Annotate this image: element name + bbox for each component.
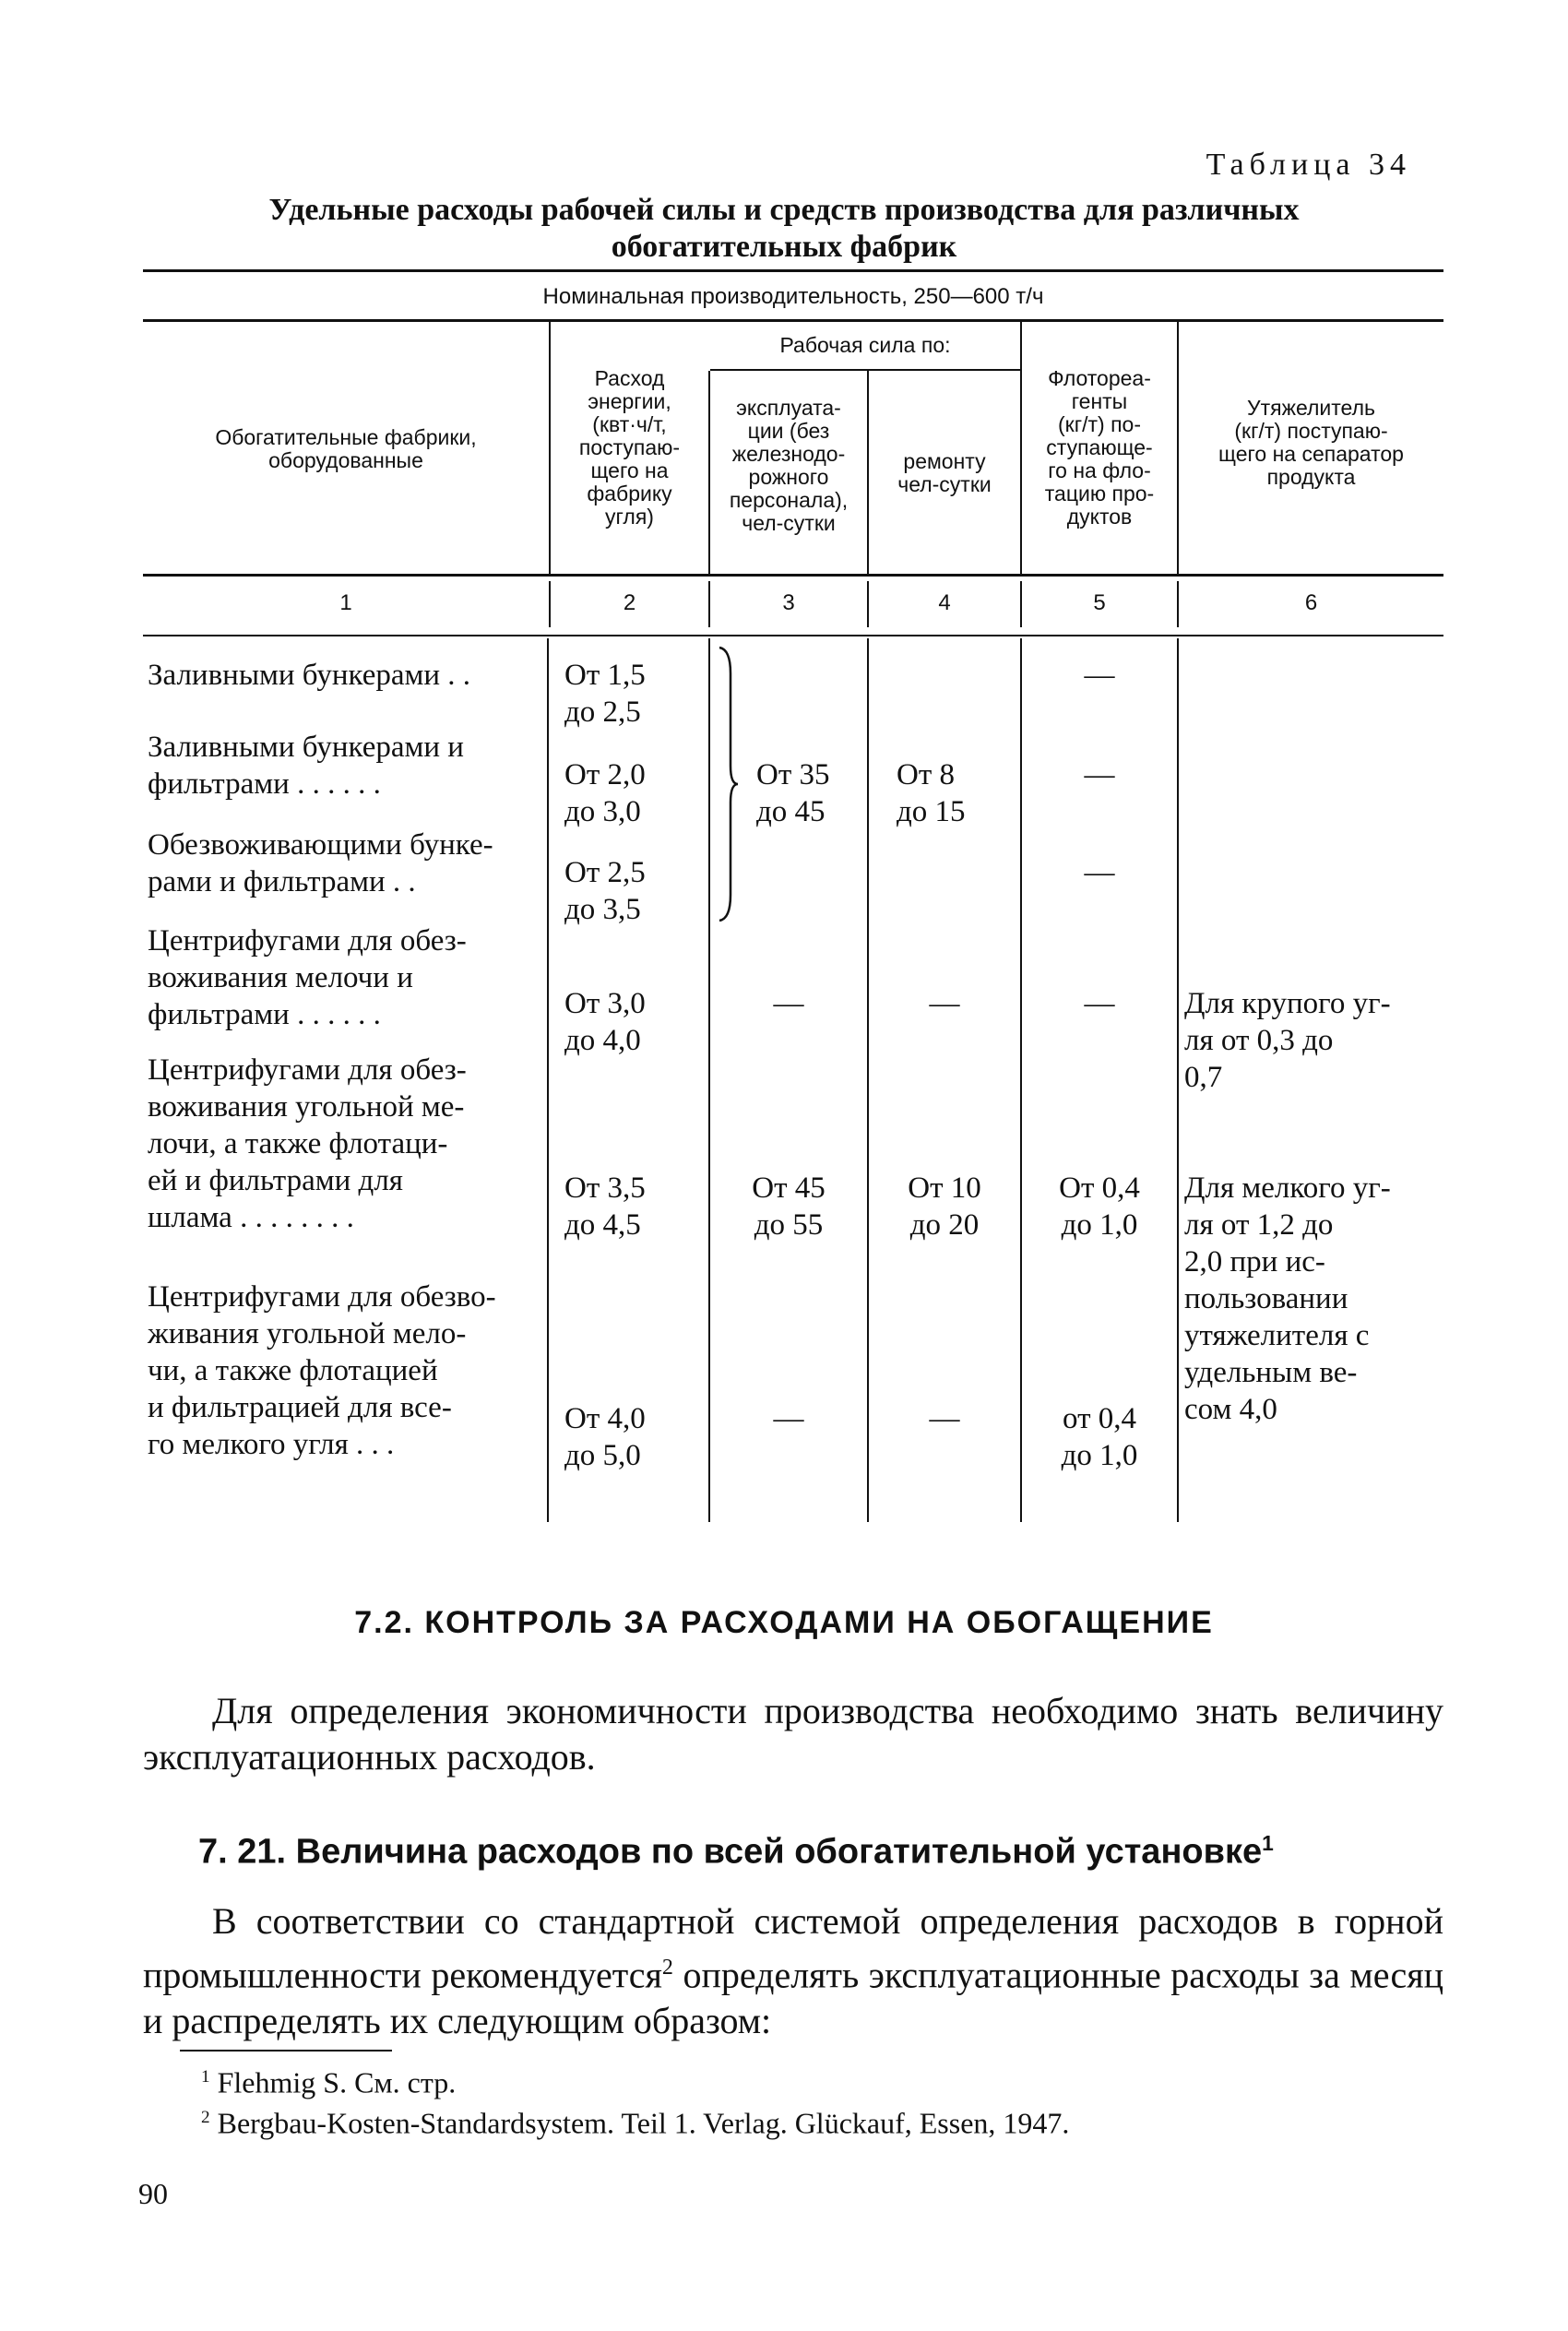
footnote-text: Flehmig S. См. стр.	[217, 2065, 457, 2099]
header-plants	[157, 426, 535, 472]
row-label-line: фильтрами . . . . . .	[148, 767, 381, 801]
page-number: 90	[138, 2177, 168, 2210]
subsection-heading-text: 7. 21. Величина расходов по всей обогатительной установке	[198, 1832, 1263, 1872]
cell-line: От 45	[752, 1171, 826, 1205]
row-label-line: рами и фильтрами . .	[148, 865, 416, 898]
cell-flot	[1024, 1170, 1175, 1243]
cell-line: —	[929, 987, 960, 1020]
row-label-line: чи, а также флотацией	[148, 1354, 438, 1387]
row-label-line: фильтрами . . . . . .	[148, 998, 381, 1031]
header-line: ступающе-	[1046, 435, 1153, 459]
cell-repair	[871, 1400, 1018, 1437]
grouped-labor-value	[756, 756, 830, 830]
cell-line: —	[1084, 659, 1115, 692]
table-top-rule	[143, 269, 1443, 272]
cell-flot	[1024, 985, 1175, 1022]
row-label-line: Заливными бункерами . .	[148, 659, 471, 692]
header-line: Расход	[594, 366, 665, 390]
column-divider	[1177, 638, 1179, 1522]
cell-line: От 0,4	[1059, 1171, 1140, 1205]
header-line: эксплуата-	[736, 396, 841, 420]
header-line: го на фло-	[1048, 458, 1151, 482]
cell-energy	[564, 657, 703, 731]
cell-line: до 3,5	[564, 893, 641, 926]
subsection-heading	[198, 1831, 1274, 1873]
table-title-line: Удельные расходы рабочей силы и средств производства для различных	[268, 193, 1300, 227]
header-line: продукта	[1266, 465, 1356, 489]
cell-line: до 45	[756, 795, 826, 828]
cell-line: ля от 1,2 до	[1184, 1208, 1334, 1242]
column-divider	[708, 638, 710, 1522]
grouping-brace	[718, 646, 740, 922]
row-label	[148, 1052, 544, 1236]
capacity-note: Номинальная производительность, 250—600 т/ч	[542, 284, 1044, 309]
header-line: Флотореа-	[1048, 366, 1151, 390]
row-label-line: Центрифугами для обезво-	[148, 1280, 496, 1314]
header-line: щего на	[590, 458, 669, 482]
cell-line: до 1,0	[1061, 1208, 1138, 1242]
row-label-line: го мелкого угля . . .	[148, 1428, 395, 1461]
cell-line: до 20	[909, 1208, 980, 1242]
cell-energy	[564, 854, 703, 928]
labor-group-rule	[710, 369, 1020, 371]
cell-line: От 2,0	[564, 758, 646, 791]
header-line: Обогатительные фабрики, оборудованные	[215, 425, 477, 472]
cell-line: Для мелкого уг-	[1184, 1171, 1391, 1205]
cell-line: до 15	[897, 795, 966, 828]
cell-line: От 4,0	[564, 1402, 646, 1435]
cell-line: —	[1084, 758, 1115, 791]
column-number: 1	[339, 590, 352, 615]
footnote	[201, 2059, 456, 2101]
header-line: персонала),	[729, 488, 849, 512]
header-flotation	[1022, 367, 1177, 529]
header-line: (кг/т) поступаю-	[1234, 419, 1388, 443]
column-number: 2	[623, 590, 636, 615]
cell-line: 2,0 при ис-	[1184, 1245, 1325, 1278]
cell-line: —	[1084, 987, 1115, 1020]
header-line: ремонту	[903, 449, 986, 473]
row-label	[148, 827, 544, 900]
row-label-line: воживания угольной ме-	[148, 1090, 465, 1124]
header-repair	[869, 450, 1020, 496]
cell-energy	[564, 1170, 703, 1243]
cell-energy	[564, 1400, 703, 1474]
header-line: железнодо-	[731, 442, 846, 466]
header-line: угля)	[605, 505, 654, 529]
cell-line: —	[929, 1402, 960, 1435]
cell-line: до 4,0	[564, 1024, 641, 1057]
column-divider	[547, 638, 549, 1522]
footnote-mark: 1	[201, 2067, 210, 2087]
header-line: (кг/т) по-	[1058, 412, 1141, 436]
column-number: 6	[1304, 590, 1318, 615]
header-line: чел-сутки	[742, 511, 836, 535]
row-label-line: живания угольной мело-	[148, 1317, 467, 1350]
header-line: (квт·ч/т,	[592, 412, 667, 436]
cell-line: до 55	[754, 1208, 824, 1242]
header-weighter	[1179, 397, 1443, 489]
cell-flot	[1024, 756, 1175, 793]
footnote	[201, 2099, 1069, 2142]
table-caption-label: Таблица 34	[1206, 148, 1411, 182]
grouped-repair-value	[897, 756, 966, 830]
footnote-text: Bergbau-Kosten-Standardsystem. Teil 1. Verlag. Glückauf, Essen, 1947.	[217, 2106, 1070, 2140]
cell-labor	[712, 985, 865, 1022]
cell-weighter	[1184, 985, 1439, 1096]
paragraph: Для определения экономичности производства необходимо знать величину эксплуатационных расходов.	[143, 1690, 1443, 1778]
cell-line: от 0,4	[1063, 1402, 1136, 1435]
cell-weighter	[1184, 1170, 1439, 1428]
cell-line: —	[1084, 856, 1115, 889]
cell-line: 0,7	[1184, 1061, 1223, 1094]
row-label-line: ей и фильтрами для	[148, 1164, 403, 1197]
header-line: генты	[1071, 389, 1128, 413]
cell-line: до 1,0	[1061, 1439, 1138, 1472]
cell-line: до 3,0	[564, 795, 641, 828]
cell-line: —	[773, 987, 804, 1020]
row-label	[148, 657, 544, 694]
column-divider	[1020, 638, 1022, 1522]
column-divider	[867, 638, 869, 1522]
header-line: поступаю-	[578, 435, 681, 459]
cell-line: пользовании	[1184, 1282, 1348, 1315]
cell-labor	[712, 1400, 865, 1437]
row-label	[148, 1278, 544, 1463]
table-title	[184, 192, 1384, 266]
row-label-line: и фильтрацией для все-	[148, 1391, 452, 1424]
header-line: ции (без	[747, 419, 830, 443]
cell-line: до 4,5	[564, 1208, 641, 1242]
cell-line: ля от 0,3 до	[1184, 1024, 1334, 1057]
cell-line: сом 4,0	[1184, 1393, 1277, 1426]
row-label-line: шлама . . . . . . . .	[148, 1201, 354, 1234]
cell-labor	[712, 1170, 865, 1243]
header-line: рожного	[748, 465, 829, 489]
cell-line: От 10	[908, 1171, 981, 1205]
column-number: 3	[782, 590, 795, 615]
header-line: щего на сепаратор	[1218, 442, 1404, 466]
header-line: энергии,	[588, 389, 671, 413]
cell-flot	[1024, 1400, 1175, 1474]
cell-line: до 2,5	[564, 696, 641, 729]
cell-energy	[564, 756, 703, 830]
header-energy	[551, 367, 708, 529]
row-label	[148, 729, 544, 803]
cell-line: От 8	[897, 758, 956, 791]
header-line: Утяжелитель	[1247, 396, 1375, 420]
cell-line: утяжелителя с	[1184, 1319, 1370, 1352]
row-label-line: Обезвоживающими бунке-	[148, 828, 493, 862]
cell-line: От 3,5	[564, 1171, 646, 1205]
table-rule	[143, 574, 1443, 577]
header-line: чел-сутки	[897, 472, 992, 496]
section-heading: 7.2. КОНТРОЛЬ ЗА РАСХОДАМИ НА ОБОГАЩЕНИЕ	[354, 1605, 1214, 1640]
header-line: тацию про-	[1044, 482, 1155, 505]
cell-line: —	[773, 1402, 804, 1435]
column-number: 4	[938, 590, 951, 615]
header-line: дуктов	[1066, 505, 1133, 529]
row-label-line: Заливными бункерами и	[148, 731, 464, 764]
table-rule	[143, 635, 1443, 636]
header-line: фабрику	[587, 482, 672, 505]
footnote-rule	[180, 2050, 392, 2052]
cell-line: до 5,0	[564, 1439, 641, 1472]
paragraph	[143, 1898, 1443, 2044]
row-label-line: Центрифугами для обез-	[148, 1053, 467, 1087]
cell-energy	[564, 985, 703, 1059]
table-rule	[143, 319, 1443, 322]
cell-repair	[871, 985, 1018, 1022]
cell-line: Для крупого уг-	[1184, 987, 1391, 1020]
row-label	[148, 922, 544, 1033]
cell-line: От 35	[756, 758, 830, 791]
cell-flot	[1024, 854, 1175, 891]
cell-flot	[1024, 657, 1175, 694]
row-label-line: Центрифугами для обез-	[148, 924, 467, 957]
row-label-line: воживания мелочи и	[148, 961, 413, 994]
cell-line: От 3,0	[564, 987, 646, 1020]
cell-line: От 1,5	[564, 659, 646, 692]
header-labor-group: Рабочая сила по:	[779, 333, 951, 357]
paragraph-text: В соответствии со стандартной системой определения расходов в горной промышленности рекомендуется	[143, 1900, 1443, 1996]
cell-line: От 2,5	[564, 856, 646, 889]
header-operation	[710, 397, 867, 535]
cell-line: удельным ве-	[1184, 1356, 1358, 1389]
footnote-ref: 1	[1262, 1831, 1274, 1855]
row-label-line: лочи, а также флотаци-	[148, 1127, 448, 1160]
table-title-line: обогатительных фабрик	[611, 230, 957, 264]
cell-repair	[871, 1170, 1018, 1243]
footnote-mark: 2	[201, 2108, 210, 2127]
footnote-ref: 2	[661, 1956, 673, 1980]
paragraph-text: определять эксплуатационные расходы за месяц и распределять их следующим образом:	[143, 1954, 1444, 2042]
column-number: 5	[1093, 590, 1106, 615]
